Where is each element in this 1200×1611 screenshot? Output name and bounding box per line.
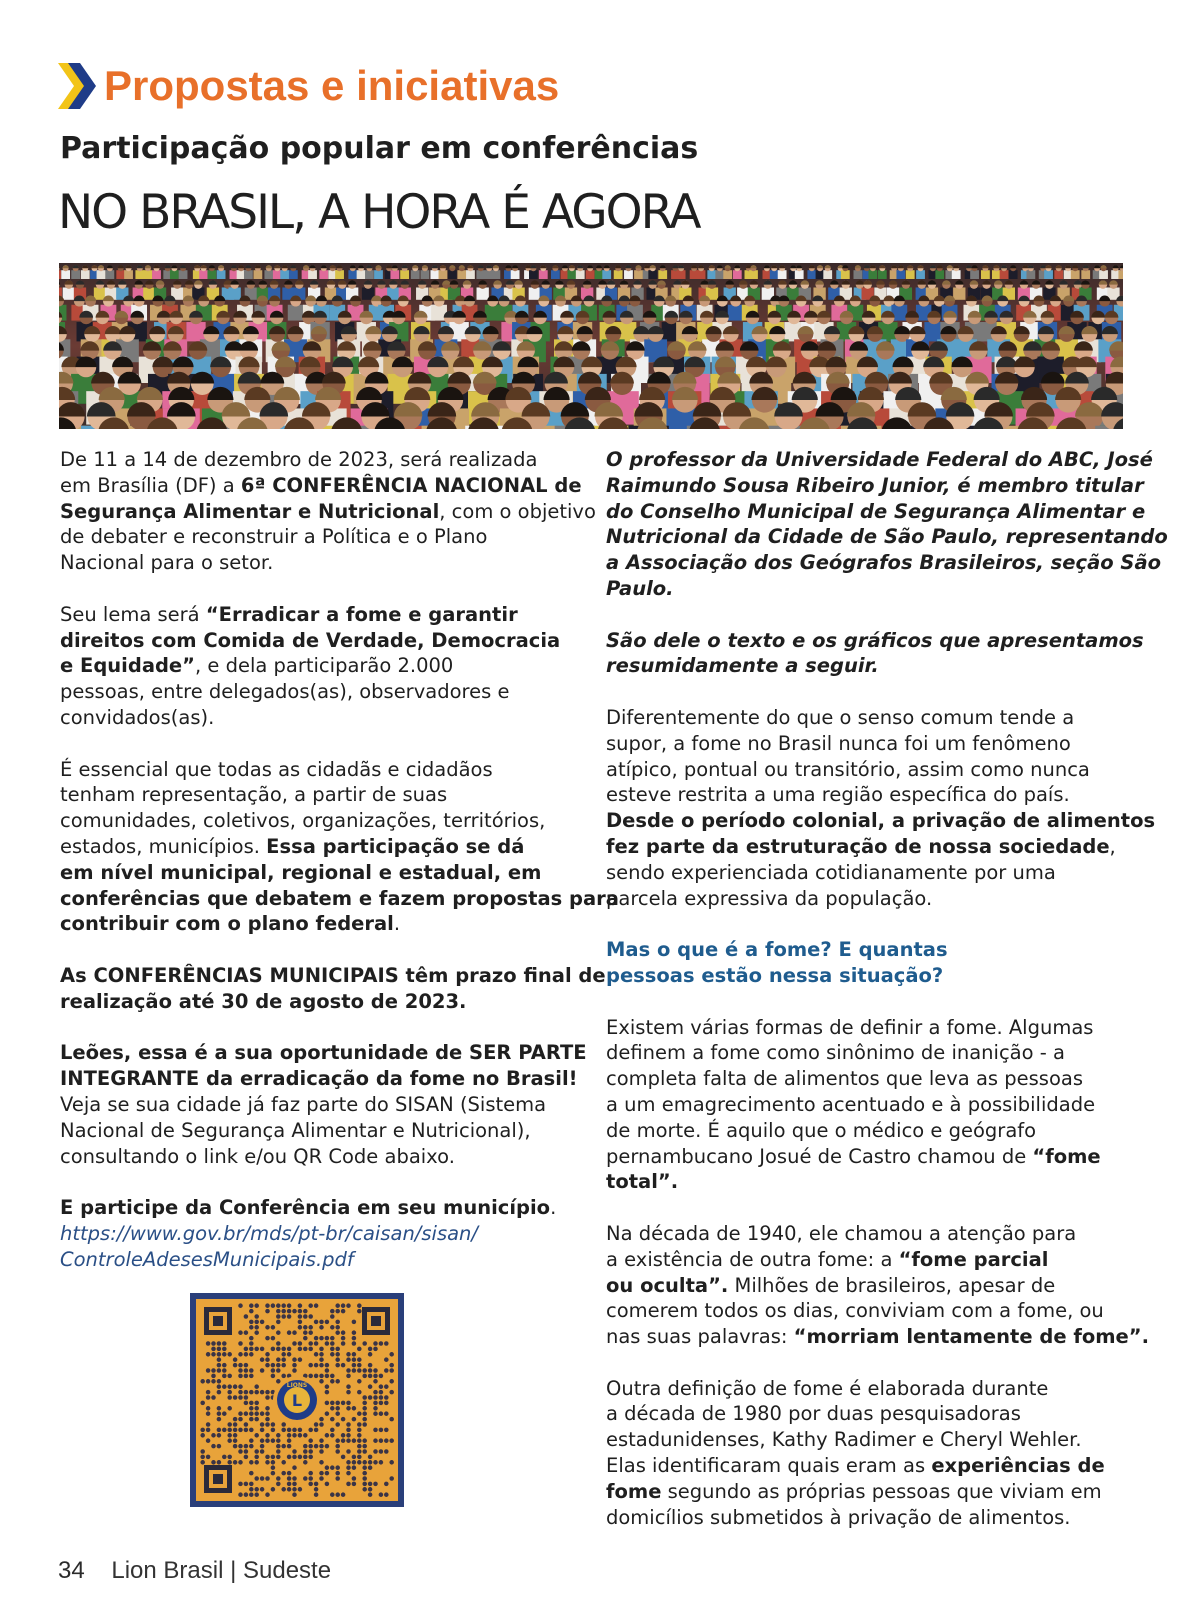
- paragraph-author-bio: O professor da Universidade Federal do ABC, José Raimundo Sousa Ribeiro Junior, é membro titular do Conselho Municipal de Segurança Alimentar e Nutricional da Cidade de São Paulo, representando a Associação dos Geógrafos Brasileiros, seção São Paulo.: [606, 448, 1168, 600]
- double-chevron-icon: [58, 63, 98, 109]
- paragraph-motto: Seu lema será “Erradicar a fome e garantir direitos com Comida de Verdade, Democracia e Equidade”, e dela participarão 2.000 pessoas, entre delegados(as), observadores e convidados(as).: [60, 602, 561, 729]
- svg-text:LIONS: LIONS: [286, 1382, 308, 1389]
- left-column: [60, 447, 619, 1298]
- paragraph-hunger-definitions: Existem várias formas de definir a fome. Algumas definem a fome como sinônimo de inanição - a completa falta de alimentos que leva as pessoas a um emagrecimento acentuado e à possibilidade de morte. É aquilo que o médico e geógrafo pernambucano Josué de Castro chamou de “fome total”.: [606, 1015, 1101, 1194]
- paragraph-call-to-action: Leões, essa é a sua oportunidade de SER PARTE INTEGRANTE da erradicação da fome no Brasil! Veja se sua cidade já faz parte do SISAN (Sistema Nacional de Segurança Alimentar e Nutricional), consultando o link e/ou QR Code abaixo.: [60, 1041, 587, 1168]
- article-headline: NO BRASIL, A HORA É AGORA: [58, 185, 700, 240]
- qr-code[interactable]: [190, 1293, 404, 1507]
- qr-finder-top-left: [204, 1307, 232, 1335]
- sisan-link-line-2[interactable]: ControleAdesesMunicipais.pdf: [60, 1247, 354, 1271]
- section-title: Propostas e iniciativas: [104, 62, 560, 109]
- paragraph-participate: E participe da Conferência em seu município. https://www.gov.br/mds/pt-br/caisan/sisan/ ControleAdesesMunicipais.pdf: [60, 1195, 580, 1272]
- sisan-link-line-1[interactable]: https://www.gov.br/mds/pt-br/caisan/sisan/: [60, 1221, 478, 1245]
- qr-finder-bottom-left: [204, 1465, 232, 1493]
- paragraph-representation: É essencial que todas as cidadãs e cidadãos tenham representação, a partir de suas comunidades, coletivos, organizações, territórios, estados, municípios. Essa participação se dá em nível municipal, regional e estadual, em conferências que debatem e fazem propostas para contribuir com o plano federal.: [60, 757, 619, 936]
- section-heading-what-is-hunger: Mas o que é a fome? E quantas pessoas estão nessa situação?: [606, 938, 948, 987]
- page-footer: [58, 1557, 331, 1585]
- right-column: [606, 447, 1168, 1556]
- paragraph-hunger-history: Diferentemente do que o senso comum tende a supor, a fome no Brasil nunca foi um fenômeno atípico, pontual ou transitório, assim como nunca esteve restrita a uma região específica do país. Desde o período colonial, a privação de alimentos fez parte da estruturação de nossa sociedade, sendo experienciada cotidianamente por uma parcela expressiva da população.: [606, 705, 1156, 910]
- lions-emblem-icon: [273, 1376, 321, 1424]
- conference-crowd-photo: [59, 263, 1123, 429]
- paragraph-deadline: As CONFERÊNCIAS MUNICIPAIS têm prazo final de realização até 30 de agosto de 2023.: [60, 963, 606, 1013]
- article-subtitle: Participação popular em conferências: [60, 131, 699, 166]
- page-number: 34: [58, 1557, 85, 1584]
- paragraph-author-note: São dele o texto e os gráficos que apresentamos resumidamente a seguir.: [606, 628, 1144, 678]
- paragraph-conference-dates: De 11 a 14 de dezembro de 2023, será realizada em Brasília (DF) a 6ª CONFERÊNCIA NACIONAL de Segurança Alimentar e Nutricional, com o objetivo de debater e reconstruir a Política e o Plano Nacional para o setor.: [60, 448, 596, 575]
- qr-finder-top-right: [362, 1307, 390, 1335]
- section-header: [58, 60, 559, 112]
- publication-name: Lion Brasil | Sudeste: [111, 1557, 332, 1584]
- svg-text:L: L: [291, 1391, 303, 1410]
- paragraph-experiences-of-hunger: Outra definição de fome é elaborada durante a década de 1980 por duas pesquisadoras estadunidenses, Kathy Radimer e Cheryl Wehler. Elas identificaram quais eram as experiências de fome segundo as próprias pessoas que viviam em domicílios submetidos à privação de alimentos.: [606, 1376, 1105, 1529]
- paragraph-hidden-hunger: Na década de 1940, ele chamou a atenção para a existência de outra fome: a “fome parcial ou oculta”. Milhões de brasileiros, apesar de comerem todos os dias, conviviam com a fome, ou nas suas palavras: “morriam lentamente de fome”.: [606, 1221, 1149, 1349]
